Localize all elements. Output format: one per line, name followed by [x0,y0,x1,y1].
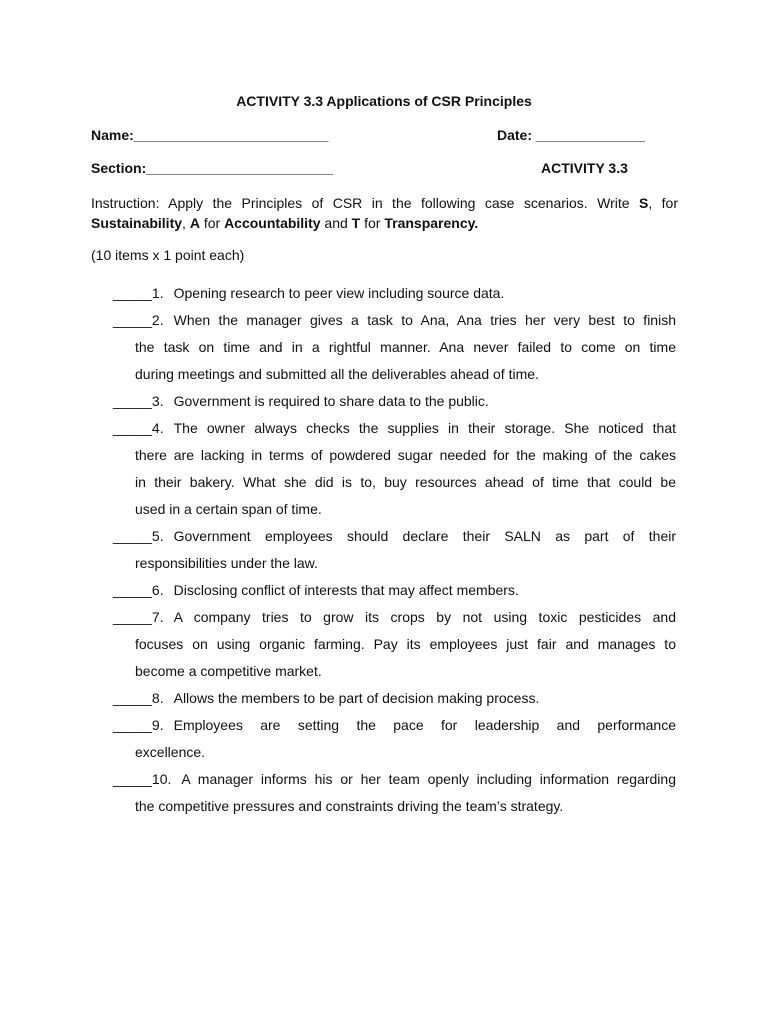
answer-blank: _____5. [113,528,164,544]
item-continuation-line: become a competitive market. [135,663,322,679]
instruction-text: , [182,215,190,231]
instruction-text: and [320,215,352,231]
letter-s: S [638,195,649,211]
item-first-line [113,280,676,307]
item-continuation-line: responsibilities under the law. [135,555,318,571]
item-continuation-line: there are lacking in terms of powdered sugar needed for the making of the cakes [135,447,676,463]
list-item [113,712,676,766]
item-text: Government is required to share data to the public. [173,393,489,409]
item-first-line [113,577,676,604]
list-item [113,280,676,307]
item-continuation-line: in their bakery. What she did is to, buy resources ahead of time that could be [135,474,676,490]
item-continuation-line: focuses on using organic farming. Pay its employees just fair and manages to [135,636,676,652]
page-title: ACTIVITY 3.3 Applications of CSR Principles [236,93,532,109]
item-first-line [113,685,676,712]
name-field: Name:_________________________ [91,127,329,143]
answer-blank: _____4. [113,420,164,436]
points-note: (10 items x 1 point each) [91,247,245,263]
transparency-term: Transparency. [384,215,479,231]
item-continuation-line: used in a certain span of time. [135,501,322,517]
item-continuation-line: during meetings and submitted all the deliverables ahead of time. [135,366,539,382]
instruction-text: , for [648,195,678,211]
date-field: Date: ______________ [497,127,645,143]
answer-blank: _____7. [113,609,164,625]
item-first-line [113,388,676,415]
item-first-line [113,712,676,739]
list-item [113,577,676,604]
instruction-text: for [360,215,385,231]
list-item [113,604,676,685]
accountability-term: Accountability [224,215,321,231]
item-continuation-line: the competitive pressures and constraints driving the team’s strategy. [135,798,564,814]
instruction-paragraph [91,193,678,233]
list-item [113,685,676,712]
answer-blank: _____3. [113,393,164,409]
answer-blank: _____6. [113,582,164,598]
instruction-text: Instruction: Apply the Principles of CSR in the following case scenarios. Write [91,195,639,211]
answer-blank: _____8. [113,690,164,706]
answer-blank: _____9. [113,717,164,733]
answer-blank: _____1. [113,285,164,301]
item-text: When the manager gives a task to Ana, Ana tries her very best to finish [173,312,676,328]
item-text: A manager informs his or her team openly including information regarding [181,771,676,787]
item-text: Government employees should declare their SALN as part of their [173,528,676,544]
item-list [113,280,676,820]
activity-label: ACTIVITY 3.3 [541,160,628,176]
letter-t: T [351,215,361,231]
letter-a: A [189,215,200,231]
item-text: Disclosing conflict of interests that may affect members. [173,582,519,598]
instruction-text: for [199,215,225,231]
item-first-line [113,307,676,334]
item-text: Opening research to peer view including source data. [173,285,505,301]
item-text: Employees are setting the pace for leadership and performance [173,717,676,733]
item-first-line [113,415,676,442]
item-continuation-line: the task on time and in a rightful manner. Ana never failed to come on time [135,339,676,355]
item-first-line [113,604,676,631]
item-continuation-line: excellence. [135,744,206,760]
list-item [113,766,676,820]
item-text: A company tries to grow its crops by not using toxic pesticides and [173,609,676,625]
list-item [113,388,676,415]
list-item [113,307,676,388]
item-text: Allows the members to be part of decision making process. [173,690,540,706]
list-item [113,523,676,577]
answer-blank: _____2. [113,312,164,328]
item-first-line [113,766,676,793]
answer-blank: _____10. [113,771,172,787]
item-text: The owner always checks the supplies in their storage. She noticed that [173,420,676,436]
list-item [113,415,676,523]
item-first-line [113,523,676,550]
section-field: Section:________________________ [91,160,334,176]
sustainability-term: Sustainability [91,215,183,231]
